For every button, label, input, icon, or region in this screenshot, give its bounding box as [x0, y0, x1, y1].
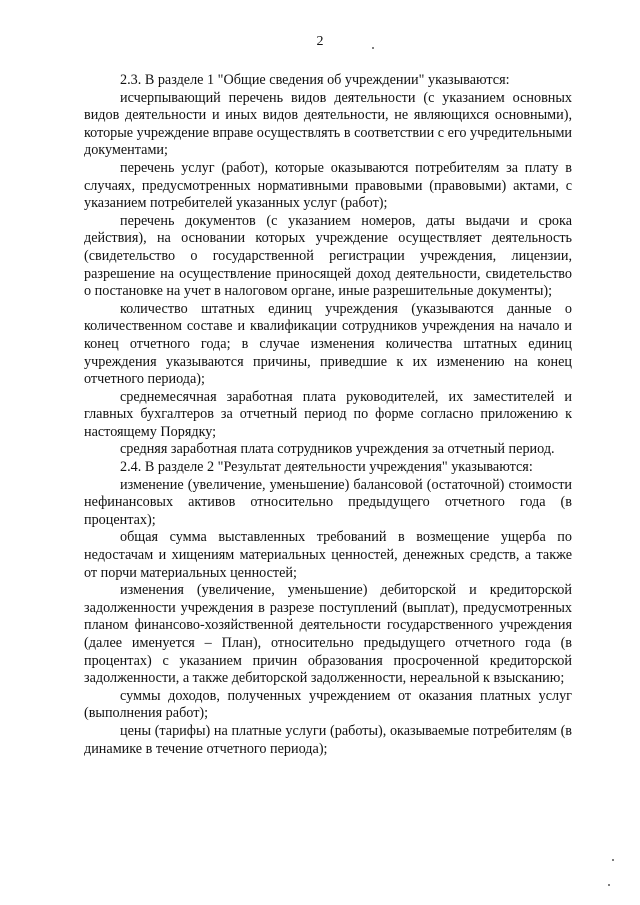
- section-heading-2-4: 2.4. В разделе 2 "Результат деятельности учреждения" указываются:: [120, 459, 533, 476]
- scan-speck: [612, 859, 614, 861]
- paragraph: общая сумма выставленных требований в возмещение ущерба по недостачам и хищениям материальных ценностей, денежных средств, а также от порчи материальных ценностей;: [84, 529, 572, 581]
- paragraph: изменения (увеличение, уменьшение) дебиторской и кредиторской задолженности учреждения в разрезе поступлений (выплат), предусмотренных планом финансово-хозяйственной деятельности государственного учреждения (далее именуется – План), относительно предыдущего отчетного года (в процентах) с указанием причин образования просроченной кредиторской задолженности, а также дебиторской задолженности, нереальной к взысканию;: [84, 582, 572, 687]
- paragraph: цены (тарифы) на платные услуги (работы), оказываемые потребителям (в динамике в течение отчетного периода);: [84, 722, 572, 757]
- scan-speck: [608, 884, 610, 886]
- scan-speck: [372, 47, 374, 49]
- paragraph: исчерпывающий перечень видов деятельности (с указанием основных видов деятельности и иных видов деятельности, не являющихся основными), которые учреждение вправе осуществлять в соответствии с его учредительными документами;: [84, 89, 573, 159]
- paragraph: количество штатных единиц учреждения (указываются данные о количественном составе и квалификации сотрудников учреждения на начало и конец отчетного года; в случае изменения количества штатных единиц учреждения указываются причины, приведшие к их изменению на конец отчетного периода);: [84, 300, 572, 388]
- page-number: 2: [316, 34, 324, 49]
- section-heading-2-3: 2.3. В разделе 1 "Общие сведения об учреждении" указываются:: [120, 72, 510, 88]
- paragraph: изменение (увеличение, уменьшение) балансовой (остаточной) стоимости нефинансовых активов относительно предыдущего отчетного года (в процентах);: [84, 476, 572, 528]
- paragraph: перечень документов (с указанием номеров, даты выдачи и срока действия), на основании которых учреждение осуществляет деятельность (свидетельство о государственной регистрации учреждения, лицензии, разрешение на осуществление приносящей доход деятельности, свидетельство о постановке на учет в налоговом органе, иные разрешительные документы);: [84, 212, 572, 300]
- paragraph: среднемесячная заработная плата руководителей, их заместителей и главных бухгалтеров за отчетный период по форме согласно приложению к настоящему Порядку;: [84, 388, 572, 440]
- document-body: [84, 72, 572, 758]
- paragraph: суммы доходов, полученных учреждением от оказания платных услуг (выполнения работ);: [84, 687, 572, 722]
- paragraph: средняя заработная плата сотрудников учреждения за отчетный период.: [120, 441, 555, 458]
- paragraph: перечень услуг (работ), которые оказываются потребителям за плату в случаях, предусмотренных нормативными правовыми (правовыми) актами, с указанием потребителей указанных услуг (работ);: [84, 159, 572, 212]
